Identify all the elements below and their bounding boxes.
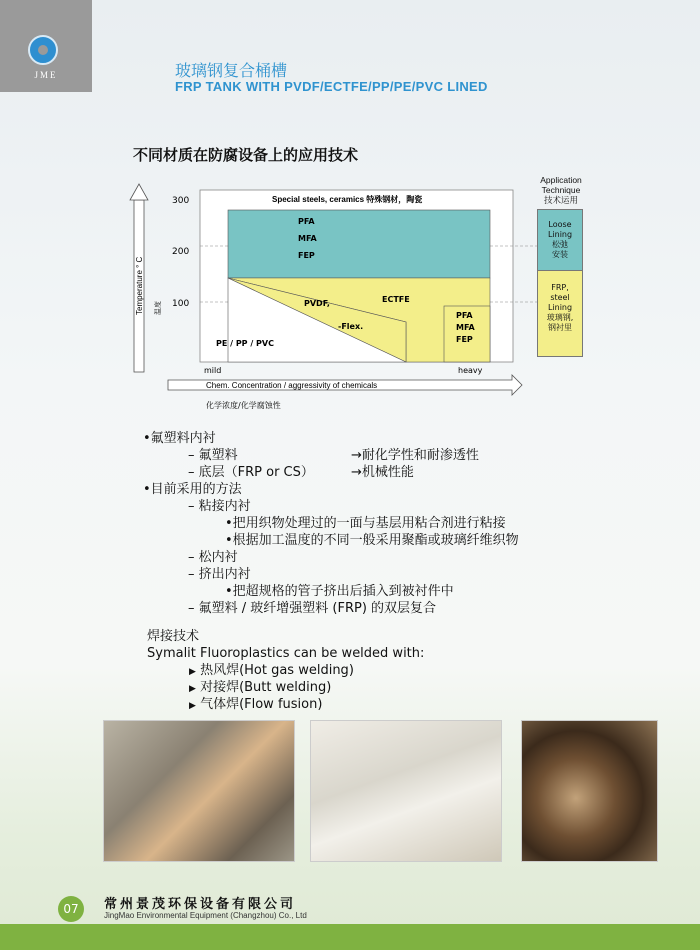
frp-lining-box: FRP, steel Lining 玻璃钢, 钢衬里	[537, 271, 583, 357]
label-ectfe: ECTFE	[382, 295, 410, 304]
company-name-en: JingMao Environmental Equipment (Changzhou) Co., Ltd	[104, 911, 307, 920]
welding-method: ▶ 对接焊(Butt welding)	[189, 680, 332, 695]
logo-box	[0, 0, 92, 92]
region-fluoro	[228, 210, 490, 278]
welding-method: ▶ 热风焊(Hot gas welding)	[189, 663, 354, 678]
label-right-mfa: MFA	[456, 323, 475, 332]
section-title: 不同材质在防腐设备上的应用技术	[133, 146, 359, 164]
label-pfa: PFA	[298, 217, 315, 226]
header-title-cn: 玻璃钢复合桶槽	[175, 61, 288, 80]
material-chart	[120, 180, 560, 420]
triangle-icon: ▶	[189, 684, 196, 694]
list-item: •把超规格的管子挤出后插入到被衬件中	[225, 584, 454, 599]
list-item: •氟塑料内衬	[143, 431, 216, 446]
welding-intro: Symalit Fluoroplastics can be welded with:	[147, 646, 425, 661]
application-box	[531, 175, 591, 357]
list-item: •根据加工温度的不同一般采用聚酯或玻璃纤维织物	[225, 533, 519, 548]
list-item: – 挤出内衬	[188, 567, 251, 582]
x-mild: mild	[204, 366, 222, 375]
welding-title: 焊接技术	[147, 629, 200, 644]
x-heavy: heavy	[458, 366, 483, 375]
triangle-icon: ▶	[189, 667, 196, 677]
label-pe-pp-pvc: PE / PP / PVC	[216, 339, 274, 348]
y-tick-100: 100	[172, 299, 190, 309]
list-item: – 氟塑料 / 玻纤增强塑料 (FRP) 的双层复合	[188, 601, 437, 616]
label-right-fep: FEP	[456, 335, 473, 344]
x-axis-label: Chem. Concentration / aggressivity of chemicals	[206, 381, 378, 390]
list-item: •把用织物处理过的一面与基层用粘合剂进行粘接	[225, 516, 506, 531]
y-axis-label: Temperature ° C	[135, 256, 144, 315]
list-item: – 粘接内衬	[188, 499, 251, 514]
x-axis-label-cn: 化学浓度/化学腐蚀性	[206, 401, 281, 410]
header-title-en: FRP TANK WITH PVDF/ECTFE/PP/PE/PVC LINED	[175, 79, 488, 94]
triangle-icon: ▶	[189, 701, 196, 711]
label-right-pfa: PFA	[456, 311, 473, 320]
label-pvdf: PVDF,	[304, 299, 330, 308]
list-item: – 底层（FRP or CS） →机械性能	[188, 465, 414, 480]
welding-section	[147, 628, 424, 713]
y-axis-label-cn: 温度	[154, 301, 162, 315]
y-axis-arrow-head	[130, 184, 148, 200]
y-tick-300: 300	[172, 196, 190, 206]
logo-icon	[28, 35, 58, 65]
chart-title: Special steels, ceramics 特殊钢材，陶瓷	[272, 195, 423, 204]
photo-flow-fusion	[521, 720, 658, 862]
loose-lining-box: Loose Lining 松弛 安装	[537, 209, 583, 271]
page-number: 07	[58, 896, 84, 922]
photo-butt-welding	[310, 720, 502, 862]
feature-list	[143, 430, 519, 617]
photo-hot-gas-welding	[103, 720, 295, 862]
logo-text: JME	[34, 70, 58, 80]
label-flex: -Flex.	[338, 322, 364, 331]
footer-bar	[0, 924, 700, 950]
label-fep: FEP	[298, 251, 315, 260]
y-tick-200: 200	[172, 247, 190, 257]
welding-method: ▶ 气体焊(Flow fusion)	[189, 697, 323, 712]
application-header: Application Technique 技术运用	[540, 175, 582, 205]
label-mfa: MFA	[298, 234, 317, 243]
list-item: •目前采用的方法	[143, 482, 242, 497]
list-item: – 松内衬	[188, 550, 238, 565]
company-name-cn: 常州景茂环保设备有限公司	[104, 897, 297, 912]
list-item: – 氟塑料 →耐化学性和耐渗透性	[188, 448, 479, 463]
